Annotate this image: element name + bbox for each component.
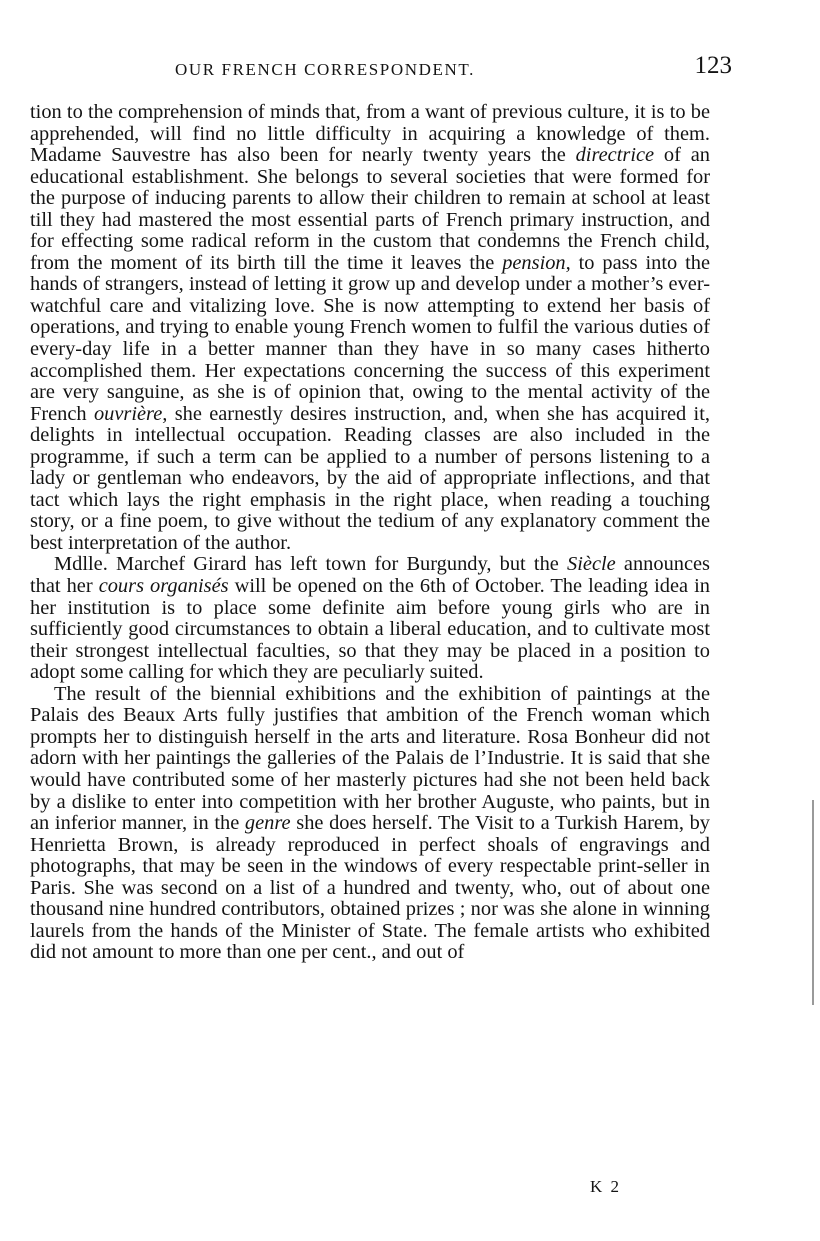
paragraph — [30, 684, 710, 964]
text-run: to pass into the hands of strangers, instead of letting it grow up and develop under a mother’s ever-watchful care and vitalizing love. She is now attempting to extend her basis of operations, and trying to enable young French women to fulfil the various duties of every-day life in a better manner than they have in so many cases hitherto accomplished them. Her expectations concerning the success of this experiment are very sanguine, as she is of opinion that, owing to the mental activity of the French — [30, 251, 711, 425]
italic-text: ouvrière, — [93, 402, 168, 425]
paragraph — [30, 102, 710, 554]
italic-text: Siècle — [567, 553, 616, 576]
italic-text: pension, — [502, 251, 571, 274]
text-run: she earnestly desires instruction, and, when she has acquired it, delights in intellectual occupation. Reading classes are also included in the programme, if such a term can be applied to a number of persons listening to a lady or gentleman who endeavors, by the aid of appropriate inflections, and that tact which lays the right emphasis in the right place, when reading a touching story, or a fine poem, to give without the tedium of any explanatory comment the best interpretation of the author. — [30, 402, 710, 554]
text-run: of an educational establishment. She belongs to several societies that were formed for the purpose of inducing parents to allow their children to remain at school at least till they had mastered the most essential parts of French primary instruction, and for effecting some radical reform in the custom that condemns the French child, from the moment of its birth till the time it leaves the — [30, 144, 710, 274]
page-number: 123 — [694, 52, 732, 79]
signature-mark: K 2 — [590, 1177, 622, 1196]
book-page — [30, 52, 732, 964]
body-text — [30, 102, 710, 964]
text-run: will be opened on the 6th of October. The leading idea in her institution is to place some definite aim before young girls who are in sufficiently good circumstances to obtain a liberal education, and to cultivate most their strongest intellectual faculties, so that they may be placed in a position to adopt some calling for which they are peculiarly suited. — [30, 575, 710, 684]
margin-ink-mark — [812, 800, 814, 1005]
text-run: Mdlle. Marchef Girard has left town for Burgundy, but the — [54, 553, 568, 576]
page-header — [30, 52, 732, 86]
text-run: she does herself. The Visit to a Turkish Harem, by Henrietta Brown, is already reproduced in perfect shoals of engravings and photographs, that may be seen in the windows of every respectable print-seller in Paris. She was second on a list of a hundred and twenty, who, out of about one thousand nine hundred contributors, obtained prizes ; nor was she alone in winning laurels from the hands of the Minister of State. The female artists who exhibited did not amount to more than one per cent., and out of — [30, 812, 710, 964]
text-run: announces that her — [30, 553, 710, 598]
italic-text: directrice — [575, 144, 655, 167]
text-run: The result of the biennial exhibitions and the exhibition of paintings at the Palais des Beaux Arts fully justifies that ambition of the French woman which prompts her to distinguish herself in the arts and literature. Rosa Bonheur did not adorn with her paintings the galleries of the Palais de l’Industrie. It is said that she would have contributed some of her masterly pictures had she not been held back by a dislike to enter into competition with her brother Auguste, who paints, but in an inferior manner, in the — [30, 682, 710, 835]
paragraph — [30, 554, 710, 683]
running-head: OUR FRENCH CORRESPONDENT. — [175, 60, 475, 79]
text-run: tion to the comprehension of minds that, from a want of previous culture, it is to be apprehended, will find no little difficulty in acquiring a knowledge of them. Madame Sauvestre has also been for nearly twenty years the — [30, 101, 710, 167]
italic-text: genre — [244, 812, 291, 835]
italic-text: cours organisés — [98, 575, 229, 598]
